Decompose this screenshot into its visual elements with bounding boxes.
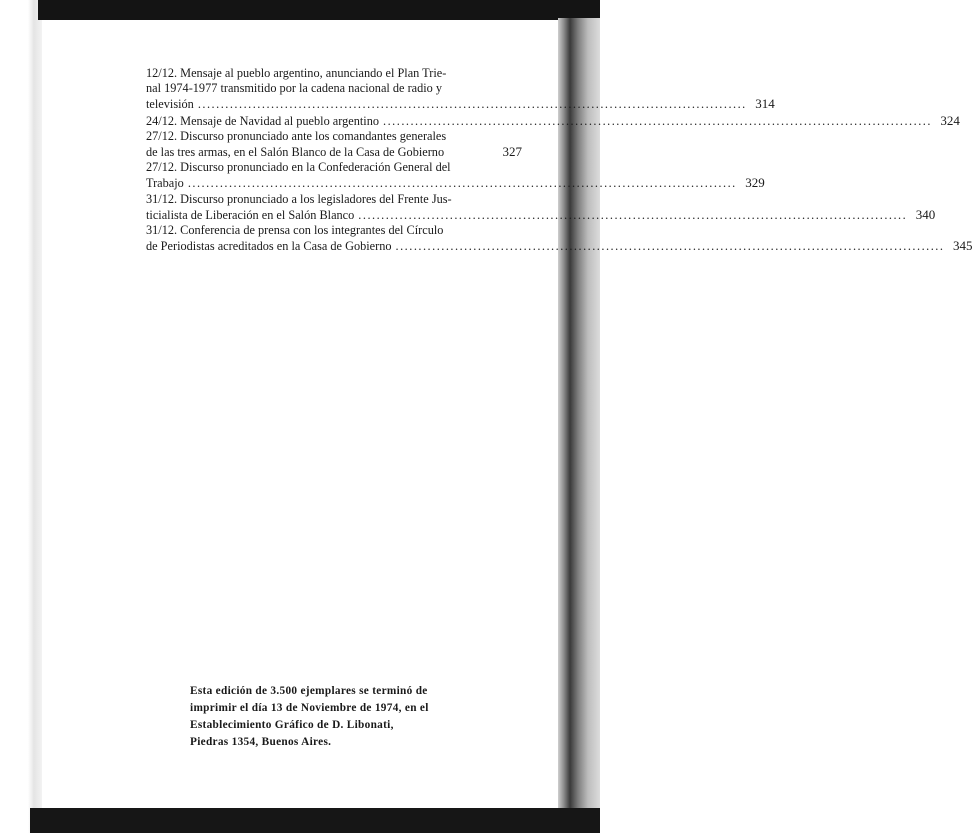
toc-entry-text: televisión — [146, 97, 194, 112]
toc-entry-text: de Periodistas acreditados en la Casa de Gobierno — [146, 239, 392, 254]
toc-entry-text: 27/12. Discurso pronunciado en la Confederación General del — [146, 160, 451, 175]
toc-page-number: 327 — [502, 144, 522, 160]
toc-entry-text: 24/12. Mensaje de Navidad al pueblo argentino — [146, 113, 380, 128]
toc-page-number: 329 — [745, 175, 765, 191]
toc-entry-text: ticialista de Liberación en el Salón Blanco — [146, 207, 355, 222]
toc-entry — [146, 66, 775, 113]
dot-leader: ........................................................................................................................ — [383, 113, 932, 128]
toc-entry-text: nal 1974-1977 transmitido por la cadena nacional de radio y — [146, 81, 443, 96]
toc-entry-text: 12/12. Mensaje al pueblo argentino, anunciando el Plan Trie- — [146, 66, 447, 80]
toc-page-number: 324 — [940, 112, 960, 128]
scan-bottom-border — [30, 808, 600, 833]
toc-entry-text: de las tres armas, en el Salón Blanco de la Casa de Gobierno — [146, 145, 445, 160]
colophon-line: Esta edición de 3.500 ejemplares se terminó de — [190, 685, 428, 697]
toc-entry — [146, 191, 936, 223]
toc-page-number: 314 — [755, 96, 775, 112]
toc-entry-text: 27/12. Discurso pronunciado ante los comandantes generales — [146, 128, 447, 143]
colophon-line: Establecimiento Gráfico de D. Libonati, — [190, 719, 394, 731]
dot-leader: ........................................................................................................................ — [395, 239, 945, 254]
colophon-line: Piedras 1354, Buenos Aires. — [190, 736, 332, 748]
scan-right-edge — [558, 18, 600, 833]
dot-leader: ........................................................................................................................ — [197, 97, 747, 112]
toc-entry — [146, 223, 972, 254]
dot-leader: ........................................................................................................................ — [187, 176, 737, 191]
table-of-contents — [146, 66, 972, 254]
toc-entry — [146, 160, 765, 191]
scan-left-edge — [28, 0, 42, 833]
toc-entry-text: 31/12. Conferencia de prensa con los integrantes del Círculo — [146, 223, 444, 238]
scan-top-border — [38, 0, 600, 20]
toc-page-number: 345 — [952, 238, 972, 254]
colophon-line: imprimir el día 13 de Noviembre de 1974, en el — [190, 702, 429, 714]
dot-leader: ........................................................................................................................ — [358, 207, 908, 222]
colophon — [190, 683, 450, 751]
toc-entry — [146, 112, 960, 129]
toc-page-number: 340 — [915, 206, 936, 222]
toc-entry — [146, 129, 522, 160]
toc-entry-text: Trabajo — [146, 176, 184, 191]
toc-entry-text: 31/12. Discurso pronunciado a los legisladores del Frente Jus- — [146, 191, 452, 206]
